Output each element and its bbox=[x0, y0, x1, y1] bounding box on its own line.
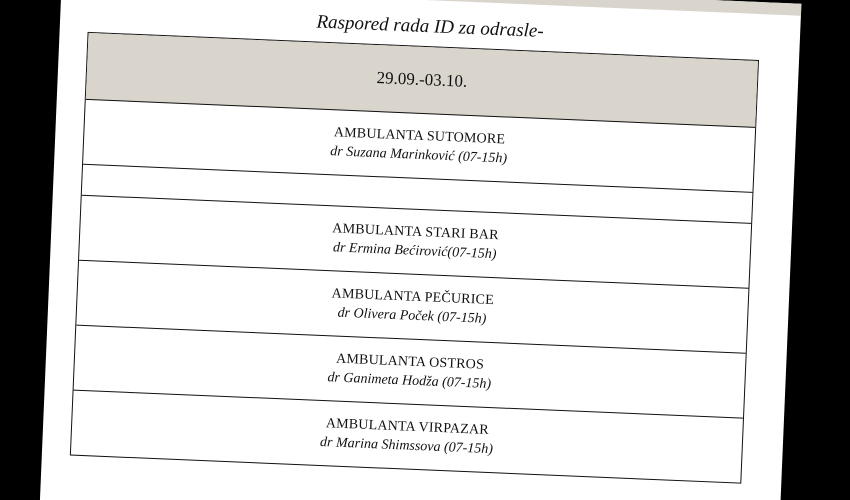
ambulanta-name: AMBULANTA VIRPAZAR bbox=[325, 415, 490, 438]
doctor-name: dr Marina Shimssova (07-15h) bbox=[319, 434, 494, 457]
schedule-page bbox=[39, 0, 802, 500]
doctor-name: dr Ganimeta Hodža (07-15h) bbox=[327, 369, 492, 392]
schedule-table bbox=[70, 32, 759, 484]
doctor-name: dr Olivera Poček (07-15h) bbox=[337, 305, 487, 327]
ambulanta-name: AMBULANTA SUTOMORE bbox=[333, 124, 506, 147]
ambulanta-name: AMBULANTA STARI BAR bbox=[332, 220, 499, 243]
ambulanta-name: AMBULANTA OSTROS bbox=[335, 351, 485, 373]
page-title: Raspored rada ID za odrasle- bbox=[316, 11, 545, 42]
ambulanta-name: AMBULANTA PEČURICE bbox=[331, 285, 495, 308]
date-range-header: 29.09.-03.10. bbox=[86, 33, 758, 128]
doctor-name: dr Suzana Marinković (07-15h) bbox=[330, 143, 508, 167]
doctor-name: dr Ermina Bećirović(07-15h) bbox=[332, 239, 497, 262]
